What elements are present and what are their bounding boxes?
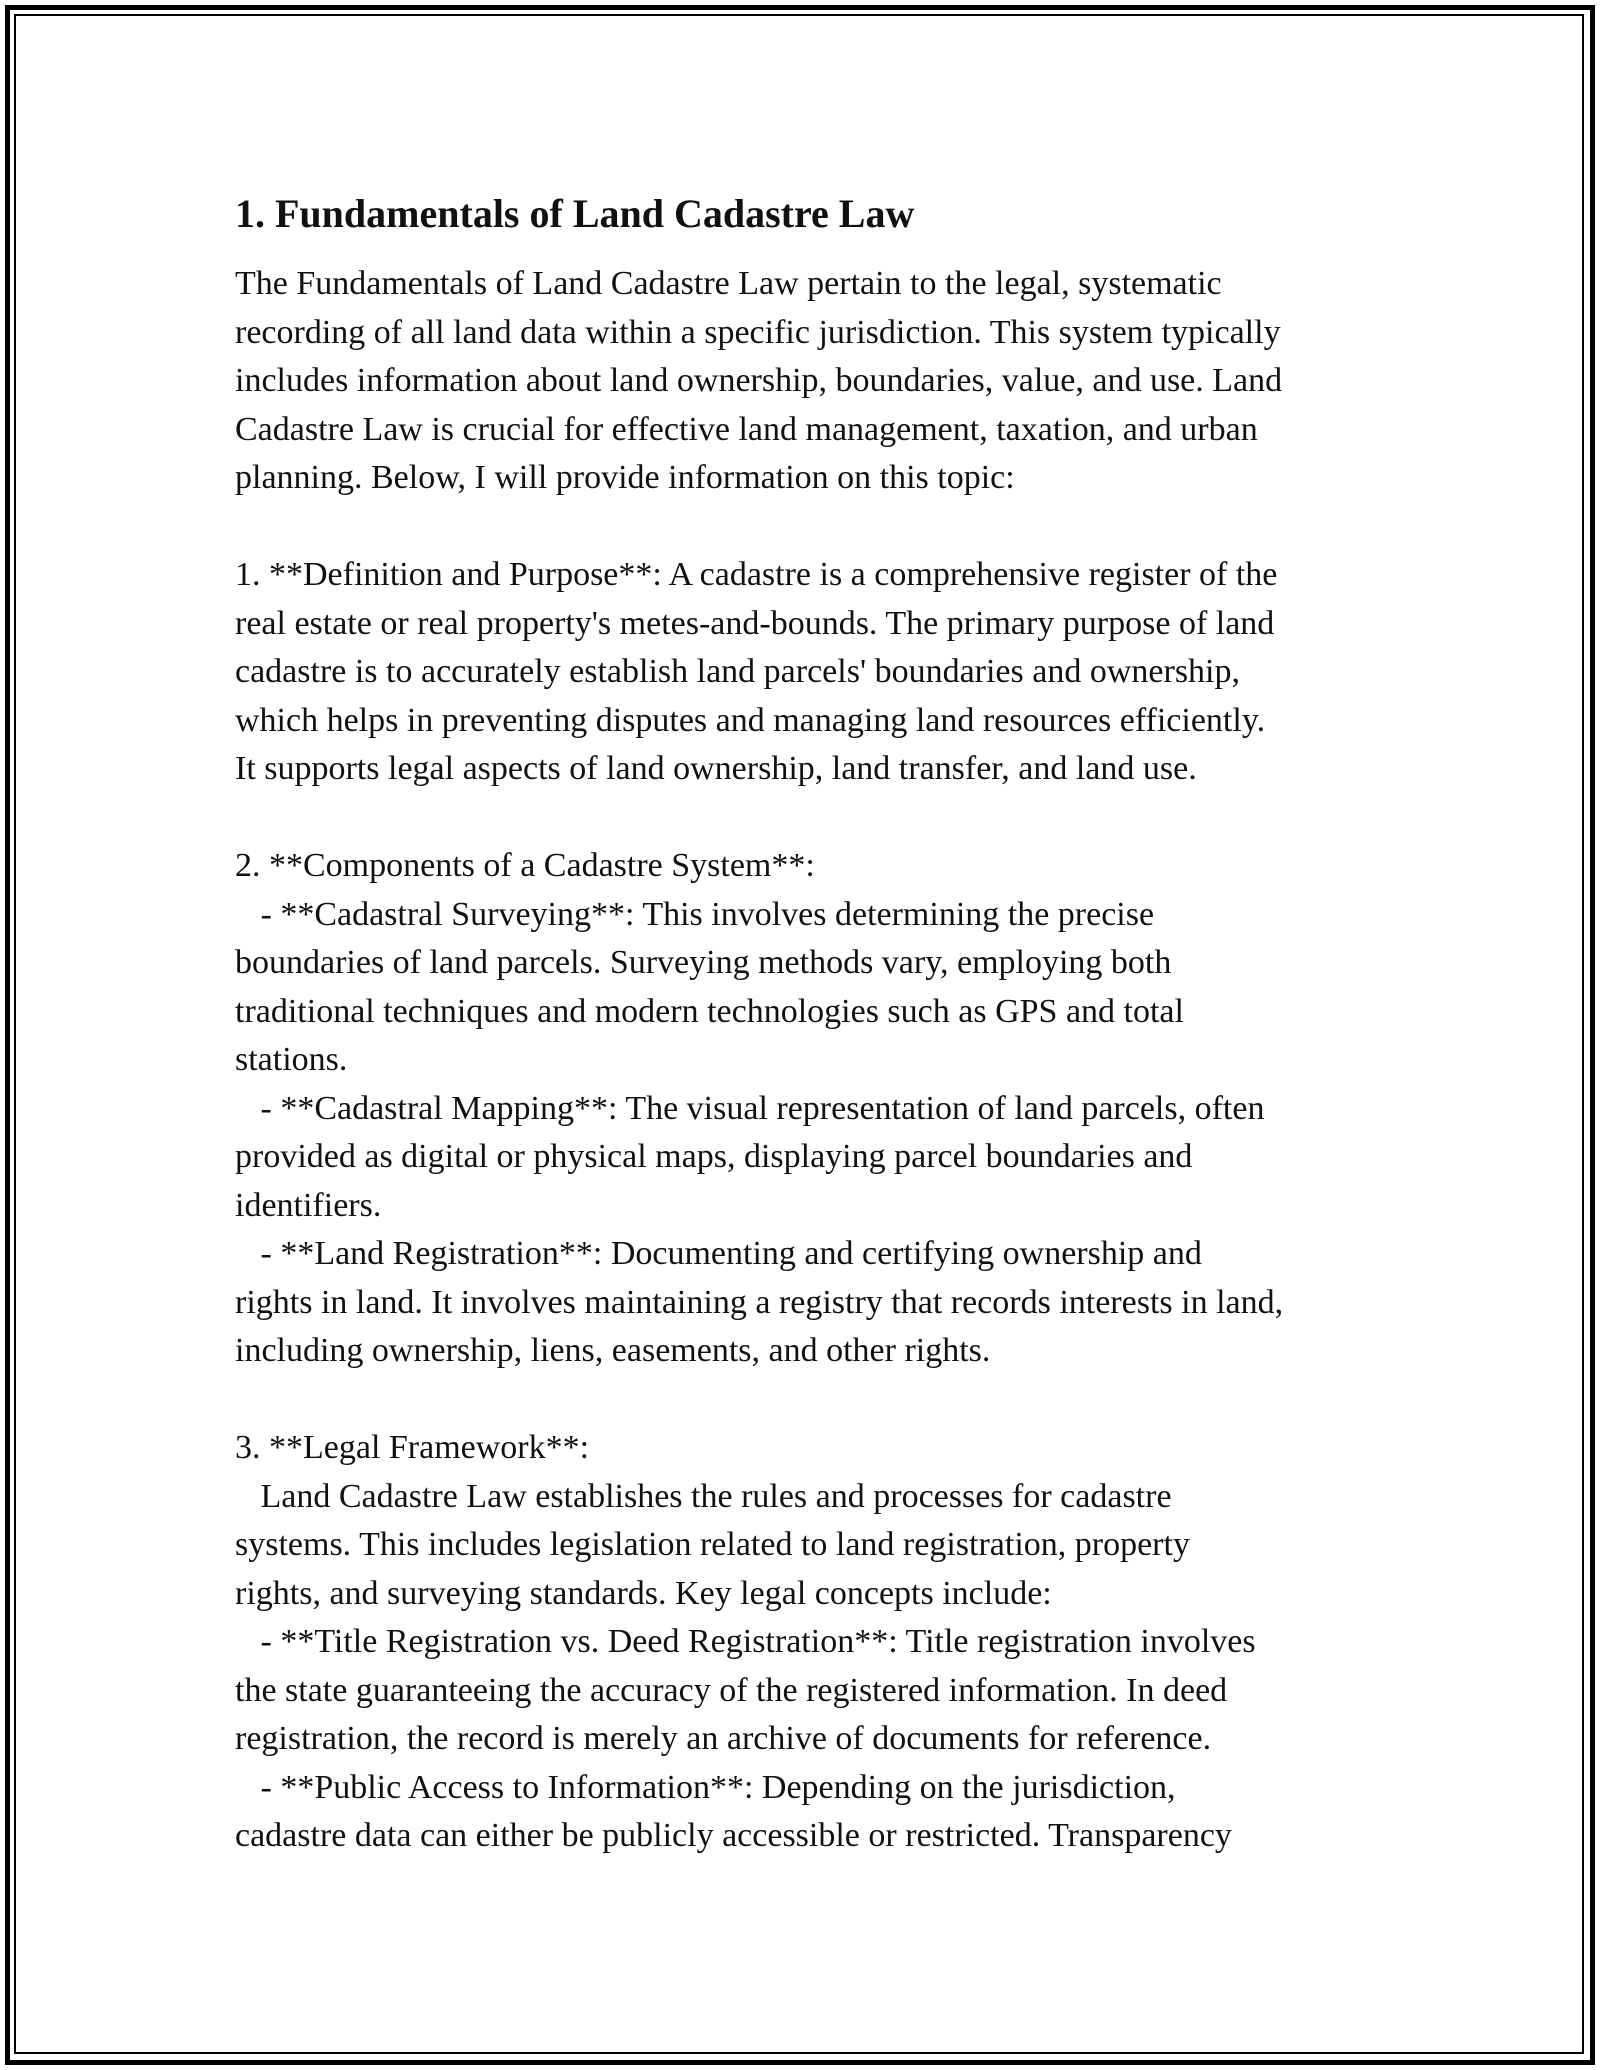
text-line: includes information about land ownership, boundaries, value, and use. Land xyxy=(235,362,1283,399)
text-line: 2. **Components of a Cadastre System**: xyxy=(235,847,815,884)
text-line: planning. Below, I will provide information on this topic: xyxy=(235,459,1015,496)
document-text xyxy=(235,260,1375,1861)
text-line: recording of all land data within a specific jurisdiction. This system typically xyxy=(235,313,1281,351)
text-line: - **Land Registration**: Documenting and certifying ownership and xyxy=(235,1235,1202,1272)
text-line: - **Title Registration vs. Deed Registration**: Title registration involves xyxy=(235,1623,1256,1660)
paragraph-spacer xyxy=(235,503,1375,552)
text-line: provided as digital or physical maps, displaying parcel boundaries and xyxy=(235,1138,1193,1175)
text-line: traditional techniques and modern technologies such as GPS and total xyxy=(235,992,1184,1030)
text-line: stations. xyxy=(235,1041,348,1078)
text-line: systems. This includes legislation related to land registration, property xyxy=(235,1526,1190,1563)
paragraph-spacer xyxy=(235,794,1375,843)
text-line: registration, the record is merely an archive of documents for reference. xyxy=(235,1720,1212,1757)
text-line: Land Cadastre Law establishes the rules and processes for cadastre xyxy=(235,1477,1172,1515)
text-line: identifiers. xyxy=(235,1186,382,1224)
text-line: - **Public Access to Information**: Depending on the jurisdiction, xyxy=(235,1768,1176,1806)
text-line: 1. **Definition and Purpose**: A cadastre is a comprehensive register of the xyxy=(235,556,1278,593)
text-line: including ownership, liens, easements, and other rights. xyxy=(235,1332,991,1369)
text-line: real estate or real property's metes-and-bounds. The primary purpose of land xyxy=(235,604,1275,642)
paragraph-spacer xyxy=(235,1376,1375,1425)
document-body xyxy=(235,186,1375,1861)
text-line: the state guaranteeing the accuracy of the registered information. In deed xyxy=(235,1671,1228,1709)
text-line: rights in land. It involves maintaining a registry that records interests in land, xyxy=(235,1283,1284,1321)
text-line: It supports legal aspects of land ownership, land transfer, and land use. xyxy=(235,750,1197,787)
text-line: 3. **Legal Framework**: xyxy=(235,1429,590,1466)
text-line: - **Cadastral Surveying**: This involves determining the precise xyxy=(235,895,1155,933)
text-line: cadastre is to accurately establish land parcels' boundaries and ownership, xyxy=(235,653,1240,690)
text-line: which helps in preventing disputes and managing land resources efficiently. xyxy=(235,701,1266,739)
text-line: - **Cadastral Mapping**: The visual representation of land parcels, often xyxy=(235,1089,1265,1127)
text-line: cadastre data can either be publicly accessible or restricted. Transparency xyxy=(235,1817,1232,1854)
text-line: boundaries of land parcels. Surveying methods vary, employing both xyxy=(235,944,1172,981)
document-title: 1. Fundamentals of Land Cadastre Law xyxy=(235,191,915,236)
text-line: The Fundamentals of Land Cadastre Law pertain to the legal, systematic xyxy=(235,265,1222,302)
text-line: Cadastre Law is crucial for effective land management, taxation, and urban xyxy=(235,410,1258,448)
text-line: rights, and surveying standards. Key legal concepts include: xyxy=(235,1574,1052,1612)
